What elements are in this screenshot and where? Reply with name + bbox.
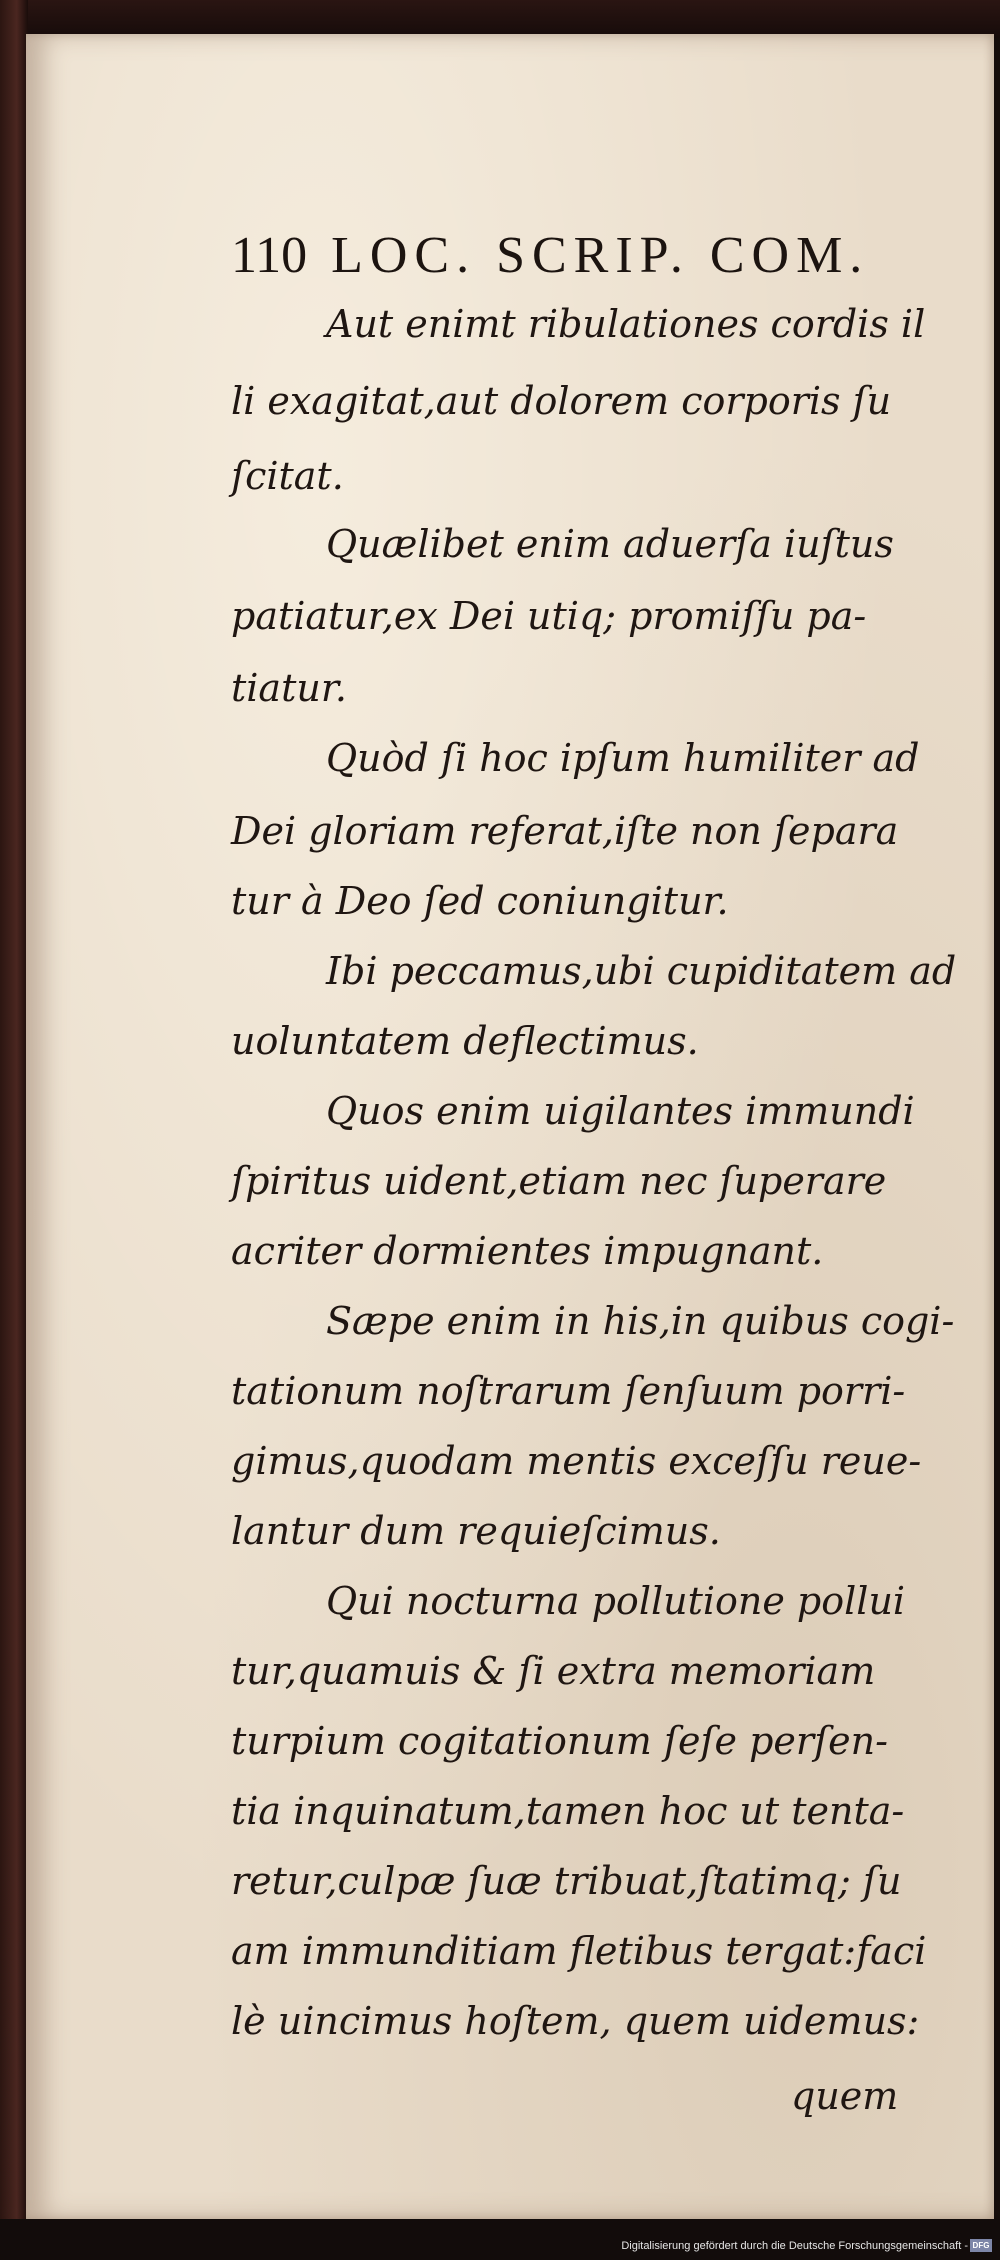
catchword: quem	[791, 2074, 899, 2118]
text-line: Sæpe enim in his,in quibus cogi-	[326, 1299, 955, 1343]
running-head	[231, 226, 869, 285]
book-page	[26, 34, 994, 2219]
text-line: Ibi peccamus,ubi cupiditatem ad	[326, 949, 957, 993]
text-line: Qui nocturna pollutione pollui	[326, 1579, 906, 1623]
text-line: tiatur.	[231, 666, 347, 710]
text-line: acriter dormientes impugnant.	[231, 1229, 824, 1273]
text-line: tur à Deo ſed coniungitur.	[231, 879, 729, 923]
dfg-logo-icon: DFG	[970, 2239, 992, 2252]
page-number: 110	[231, 227, 308, 284]
text-line: Quòd ſi hoc ipſum humiliter ad	[326, 736, 920, 780]
page-content	[26, 34, 994, 2219]
text-line: Aut enimt ribulationes cordis il	[326, 302, 926, 346]
text-line: li exagitat,aut dolorem corporis ſu	[231, 379, 892, 423]
text-line: lantur dum requieſcimus.	[231, 1509, 721, 1553]
text-line: uoluntatem deflectimus.	[231, 1019, 699, 1063]
text-line: lè uincimus hoſtem, quem uidemus:	[231, 1999, 920, 2043]
running-title: LOC. SCRIP. COM.	[331, 227, 870, 284]
text-line: tationum noſtrarum ſenſuum porri-	[231, 1369, 906, 1413]
text-line: gimus,quodam mentis exceſſu reue-	[231, 1439, 922, 1483]
text-line: am immunditiam fletibus tergat:faci	[231, 1929, 927, 1973]
text-line: Quos enim uigilantes immundi	[326, 1089, 915, 1133]
text-line: patiatur,ex Dei utiq; promiſſu pa-	[231, 594, 867, 638]
text-line: turpium cogitationum ſeſe perſen-	[231, 1719, 888, 1763]
digitization-credit: Digitalisierung gefördert durch die Deutsche Forschungsgemeinschaft -	[621, 2240, 968, 2252]
text-line: Dei gloriam referat,iſte non ſepara	[231, 809, 899, 853]
text-line: retur,culpæ ſuæ tribuat,ſtatimq; ſu	[231, 1859, 902, 1903]
text-line: ſpiritus uident,etiam nec ſuperare	[231, 1159, 887, 1203]
text-line: ſcitat.	[231, 454, 344, 498]
binding-edge-top	[0, 0, 1000, 38]
text-line: tur,quamuis & ſi extra memoriam	[231, 1649, 876, 1693]
text-line: tia inquinatum,tamen hoc ut tenta-	[231, 1789, 905, 1833]
text-line: Quælibet enim aduerſa iuſtus	[326, 522, 894, 566]
binding-edge-left	[0, 0, 28, 2260]
